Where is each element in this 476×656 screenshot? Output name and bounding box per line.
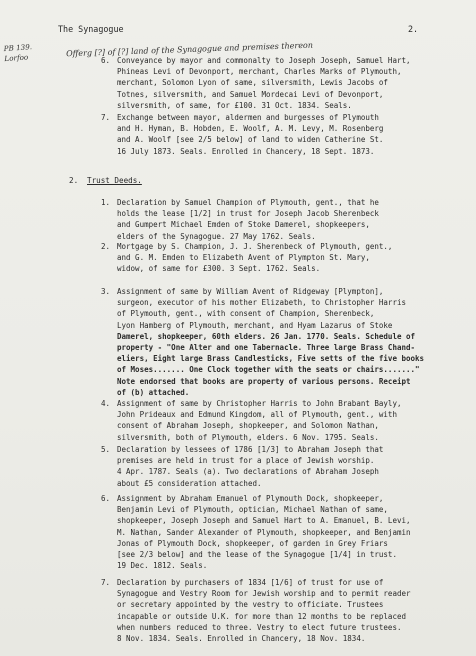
conveyance-item (101, 55, 447, 111)
item-number: 6. (101, 494, 111, 503)
item-text-line: consent of Abraham Joseph, shopkeeper, and Solomon Nathan, (117, 421, 379, 431)
item-text-line: Damerel, shopkeeper, 60th elders. 26 Jan. 1770. Seals. Schedule of (117, 331, 416, 341)
item-text-line: elders of the Synagogue. 27 May 1762. Seals. (117, 231, 316, 241)
item-text-line: of Moses....... One Clock together with the seats or chairs......." (117, 365, 420, 375)
trust-deed-item (101, 577, 447, 644)
item-text-line: or secretary appointed by the vestry to officiate. Trustees (117, 600, 384, 610)
item-text-line: premises are held in trust for a place of Jewish worship. (117, 456, 375, 466)
item-text-line: Assignment of same by William Avent of Ridgeway [Plympton], (117, 287, 384, 296)
trust-deed-item (101, 444, 447, 489)
item-text-line: 8 Nov. 1834. Seals. Enrolled in Chancery, 18 Nov. 1834. (117, 634, 366, 644)
item-text-line: of (b) attached. (117, 387, 190, 397)
item-text-line: Conveyance by mayor and commonalty to Joseph Joseph, Samuel Hart, (117, 56, 411, 65)
item-number: 5. (101, 445, 111, 454)
item-text-line: Declaration by purchasers of 1834 [1/6] of trust for use of (117, 578, 384, 587)
item-text-line: Lyon Hamberg of Plymouth, merchant, and Hyam Lazarus of Stoke (117, 320, 393, 330)
section-number: 2. (69, 176, 79, 185)
item-text-line: Benjamin Levi of Plymouth, optician, Michael Nathan of same, (117, 505, 388, 515)
item-number: 7. (101, 578, 111, 587)
item-text-line: Totnes, silversmith, and Samuel Mordecai Levi of Devonport, (117, 89, 384, 99)
item-text-line: property - "One Alter and one Tabernacle. Three large Brass Chand- (117, 343, 416, 353)
item-number: 1. (101, 198, 111, 207)
item-text-line: and Gumpert Michael Emden of Stoke Damerel, shopkeepers, (117, 220, 370, 230)
item-text-line: [see 2/3 below] and the lease of the Synagogue [1/4] in trust. (117, 550, 397, 560)
item-text-line: Synagogue and Vestry Room for Jewish worship and to permit reader (117, 589, 411, 599)
item-text-line: eliers, Eight large Brass Candlesticks, Five setts of the five books (117, 354, 425, 364)
section-title: Trust Deeds. (87, 176, 142, 185)
item-text-line: Assignment by Abraham Emanuel of Plymouth Dock, shopkeeper, (117, 494, 384, 503)
item-number: 6. (101, 56, 111, 65)
item-number: 3. (101, 287, 111, 296)
item-text-line: widow, of same for £300. 3 Sept. 1762. Seals. (117, 264, 321, 274)
trust-deed-item (101, 197, 447, 242)
item-text-line: silversmith, of same, for £100. 31 Oct. 1834. Seals. (117, 100, 352, 110)
item-text-line: 4 Apr. 1787. Seals (a). Two declarations of Abraham Joseph (117, 467, 379, 477)
item-text-line: John Prideaux and Edmund Kingdom, all of Plymouth, gent., with (117, 410, 397, 420)
item-text-line: holds the lease [1/2] in trust for Joseph Jacob Sherenbeck (117, 209, 379, 219)
item-text-line: 19 Dec. 1812. Seals. (117, 561, 208, 571)
item-text-line: Assignment of same by Christopher Harris to John Brabant Bayly, (117, 399, 402, 408)
item-text-line: surgeon, executor of his mother Elizabeth, to Christopher Harris (117, 298, 406, 308)
item-text-line: merchant, Solomon Lyon of same, silversmith, Lewis Jacobs of (117, 78, 388, 88)
item-text-line: silversmith, both of Plymouth, elders. 6 Nov. 1795. Seals. (117, 432, 379, 442)
item-number: 7. (101, 113, 111, 122)
item-text-line: Mortgage by S. Champion, J. J. Sherenbeck of Plymouth, gent., (117, 242, 393, 251)
conveyance-item (101, 112, 447, 157)
item-text-line: when numbers reduced to three. Vestry to elect future trustees. (117, 622, 402, 632)
trust-deed-item (101, 493, 447, 571)
item-text-line: Note endorsed that books are property of various persons. Receipt (117, 376, 411, 386)
item-text-line: shopkeeper, Joseph Joseph and Samuel Hart to A. Emanuel, B. Levi, (117, 516, 411, 526)
item-text-line: Phineas Levi of Devonport, merchant, Charles Marks of Plymouth, (117, 67, 402, 77)
item-text-line: and G. M. Emden to Elizabeth Avent of Plympton St. Mary, (117, 253, 370, 263)
item-number: 2. (101, 242, 111, 251)
item-text-line: Jonas of Plymouth Dock, shopkeeper, of garden in Grey Friars (117, 538, 388, 548)
item-text-line: and A. Woolf [see 2/5 below] of land to widen Catherine St. (117, 135, 384, 145)
item-text-line: incapable or outside U.K. for more than 12 months to be replaced (117, 611, 406, 621)
page-number: 2. (408, 24, 419, 34)
item-text-line: of Plymouth, gent., with consent of Champion, Sherenbeck, (117, 309, 375, 319)
section-heading (69, 176, 142, 185)
handwritten-note: Offerg [?] of [?] land of the Synagogue and premises thereon (65, 40, 314, 59)
item-text-line: M. Nathan, Sander Alexander of Plymouth, shopkeeper, and Benjamin (117, 527, 411, 537)
trust-deed-item (101, 398, 447, 443)
margin-note-line: PB 139. (3, 42, 33, 54)
item-number: 4. (101, 399, 111, 408)
margin-note (3, 40, 64, 64)
header-title: The Synagogue (58, 24, 124, 34)
item-text-line: Exchange between mayor, aldermen and burgesses of Plymouth (117, 113, 379, 122)
item-text-line: and H. Hyman, B. Hobden, E. Woolf, A. M. Levy, M. Rosenberg (117, 124, 384, 134)
trust-deed-item (101, 241, 447, 275)
trust-deed-item (101, 286, 447, 398)
item-text-line: about £5 consideration attached. (117, 478, 262, 488)
item-text-line: Declaration by lessees of 1786 [1/3] to Abraham Joseph that (117, 445, 384, 454)
margin-note-line: Lorfoo (4, 52, 29, 64)
item-text-line: 16 July 1873. Seals. Enrolled in Chancery, 18 Sept. 1873. (117, 146, 375, 156)
item-text-line: Declaration by Samuel Champion of Plymouth, gent., that he (117, 198, 379, 207)
